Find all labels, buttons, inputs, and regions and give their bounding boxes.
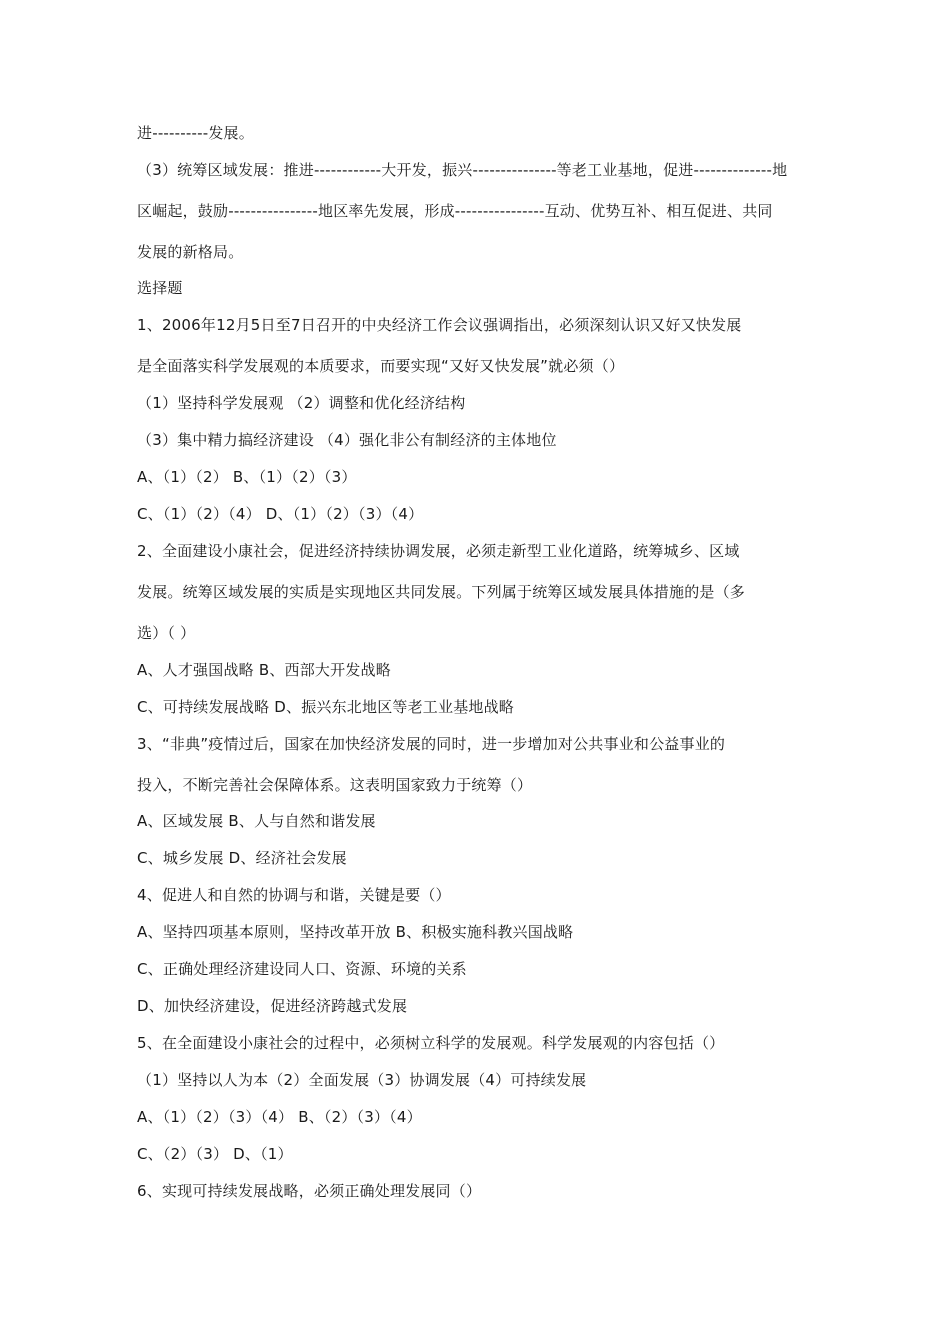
question-3-options: A、区域发展 B、人与自然和谐发展 bbox=[137, 812, 376, 830]
question-3-text: 投入，不断完善社会保障体系。这表明国家致力于统筹（） bbox=[137, 776, 533, 794]
question-5-text: 5、在全面建设小康社会的过程中，必须树立科学的发展观。科学发展观的内容包括（） bbox=[137, 1034, 725, 1052]
text-line: 进----------发展。 bbox=[137, 124, 254, 142]
question-4-text: 4、促进人和自然的协调与和谐，关键是要（） bbox=[137, 886, 451, 904]
document-page bbox=[137, 122, 817, 1202]
question-6-text: 6、实现可持续发展战略，必须正确处理发展同（） bbox=[137, 1182, 482, 1200]
question-2-text: 2、全面建设小康社会，促进经济持续协调发展，必须走新型工业化道路，统筹城乡、区域 bbox=[137, 542, 740, 560]
question-4-options: D、加快经济建设，促进经济跨越式发展 bbox=[137, 997, 408, 1015]
question-1-options: A、（1）（2） B、（1）（2）（3） bbox=[137, 468, 357, 486]
question-2-options: C、可持续发展战略 D、振兴东北地区等老工业基地战略 bbox=[137, 698, 514, 716]
question-2-options: A、人才强国战略 B、西部大开发战略 bbox=[137, 661, 391, 679]
question-4-options: A、坚持四项基本原则，坚持改革开放 B、积极实施科教兴国战略 bbox=[137, 923, 574, 941]
question-1-text: 1、2006年12月5日至7日召开的中央经济工作会议强调指出，必须深刻认识又好又快发展 bbox=[137, 316, 742, 334]
question-4-options: C、正确处理经济建设同人口、资源、环境的关系 bbox=[137, 960, 467, 978]
text-line: 区崛起，鼓励----------------地区率先发展，形成----------------互动、优势互补、相互促进、共同 bbox=[137, 202, 773, 220]
question-1-statement: （3）集中精力搞经济建设 （4）强化非公有制经济的主体地位 bbox=[137, 431, 557, 449]
question-1-statement: （1）坚持科学发展观 （2）调整和优化经济结构 bbox=[137, 394, 466, 412]
question-1-text: 是全面落实科学发展观的本质要求，而要实现“又好又快发展”就必须（） bbox=[137, 357, 625, 375]
question-2-text: 发展。统筹区域发展的实质是实现地区共同发展。下列属于统筹区域发展具体措施的是（多 bbox=[137, 583, 746, 601]
question-5-options: A、（1）（2）（3）（4） B、（2）（3）（4） bbox=[137, 1108, 422, 1126]
question-1-options: C、（1）（2）（4） D、（1）（2）（3）（4） bbox=[137, 505, 424, 523]
text-line: 发展的新格局。 bbox=[137, 243, 244, 261]
question-5-options: C、（2）（3） D、（1） bbox=[137, 1145, 293, 1163]
question-3-text: 3、“非典”疫情过后，国家在加快经济发展的同时，进一步增加对公共事业和公益事业的 bbox=[137, 735, 726, 753]
question-5-statement: （1）坚持以人为本（2）全面发展（3）协调发展（4）可持续发展 bbox=[137, 1071, 587, 1089]
section-heading: 选择题 bbox=[137, 279, 183, 297]
question-2-text: 选）（ ） bbox=[137, 624, 196, 642]
text-line: （3）统筹区域发展：推进------------大开发，振兴---------------等老工业基地，促进--------------地 bbox=[137, 161, 788, 179]
question-3-options: C、城乡发展 D、经济社会发展 bbox=[137, 849, 347, 867]
